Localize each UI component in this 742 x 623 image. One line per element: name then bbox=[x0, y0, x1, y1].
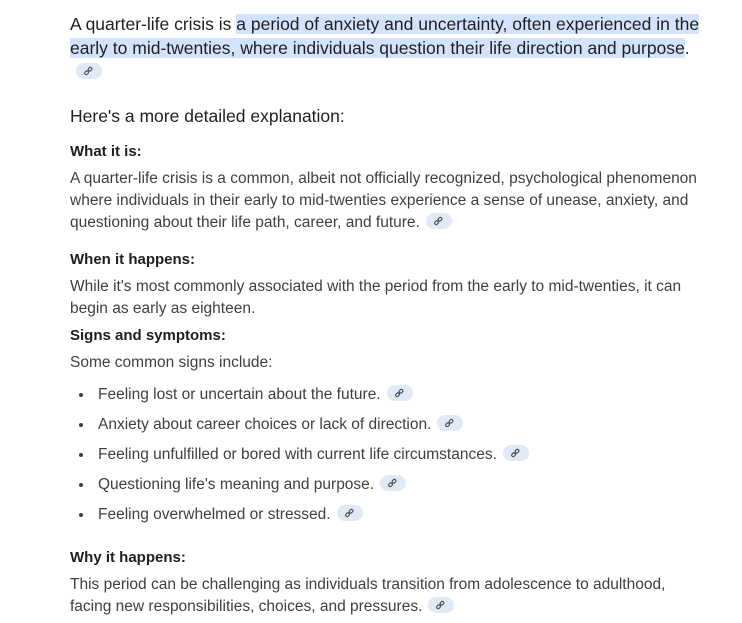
source-link-chip[interactable] bbox=[437, 415, 463, 431]
link-icon bbox=[444, 417, 457, 430]
section-body-why bbox=[70, 574, 700, 618]
list-item bbox=[70, 380, 700, 410]
list-item-text: Feeling lost or uncertain about the future. bbox=[98, 386, 381, 403]
bullet-icon bbox=[79, 393, 83, 397]
section-body-when: While it's most commonly associated with the period from the early to mid-twenties, it can begin as early as eighteen. bbox=[70, 278, 682, 317]
list-item bbox=[70, 470, 700, 500]
lead-text: Here's a more detailed explanation: bbox=[70, 106, 345, 126]
list-item bbox=[70, 440, 700, 470]
list-item-text: Anxiety about career choices or lack of direction. bbox=[98, 416, 432, 433]
section-body-what-text: A quarter-life crisis is a common, albeit not officially recognized, psychological phenomenon where individuals in their early to mid-twenties experience a sense of unease, anxiety, and questioning about their life path, career, and future. bbox=[70, 170, 697, 231]
bullet-icon bbox=[79, 513, 83, 517]
list-item-text: Feeling overwhelmed or stressed. bbox=[98, 506, 331, 523]
section-body-why-text: This period can be challenging as individuals transition from adolescence to adulthood, facing new responsibilities, choices, and pressures. bbox=[70, 576, 666, 615]
section-body-signs: Some common signs include: bbox=[70, 354, 273, 371]
intro-prefix: A quarter-life crisis is bbox=[70, 14, 237, 34]
section-title-signs: Signs and symptoms: bbox=[70, 327, 226, 344]
signs-list bbox=[70, 380, 700, 530]
source-link-chip[interactable] bbox=[337, 505, 363, 521]
source-link-chip[interactable] bbox=[76, 63, 102, 79]
link-icon bbox=[83, 65, 96, 78]
list-item-text: Feeling unfulfilled or bored with current life circumstances. bbox=[98, 446, 497, 463]
bullet-icon bbox=[79, 423, 83, 427]
source-link-chip[interactable] bbox=[428, 597, 454, 613]
section-title-what: What it is: bbox=[70, 143, 142, 160]
answer-content bbox=[70, 12, 700, 618]
source-link-chip[interactable] bbox=[503, 445, 529, 461]
link-icon bbox=[435, 599, 448, 612]
link-icon bbox=[393, 387, 406, 400]
bullet-icon bbox=[79, 453, 83, 457]
link-icon bbox=[343, 507, 356, 520]
list-item-text: Questioning life's meaning and purpose. bbox=[98, 476, 375, 493]
link-icon bbox=[432, 215, 445, 228]
list-item bbox=[70, 410, 700, 440]
highlighted-definition[interactable]: a period of anxiety and uncertainty, often experienced in the early to mid-twenties, where individuals question their life direction and purpose bbox=[70, 14, 700, 58]
intro-paragraph bbox=[70, 12, 700, 84]
list-item bbox=[70, 500, 700, 530]
link-icon bbox=[387, 477, 400, 490]
link-icon bbox=[510, 447, 523, 460]
source-link-chip[interactable] bbox=[426, 213, 452, 229]
intro-suffix: . bbox=[684, 38, 690, 58]
section-body-what bbox=[70, 168, 700, 234]
section-title-why: Why it happens: bbox=[70, 549, 186, 566]
source-link-chip[interactable] bbox=[380, 475, 406, 491]
bullet-icon bbox=[79, 483, 83, 487]
source-link-chip[interactable] bbox=[387, 385, 413, 401]
section-title-when: When it happens: bbox=[70, 251, 195, 268]
